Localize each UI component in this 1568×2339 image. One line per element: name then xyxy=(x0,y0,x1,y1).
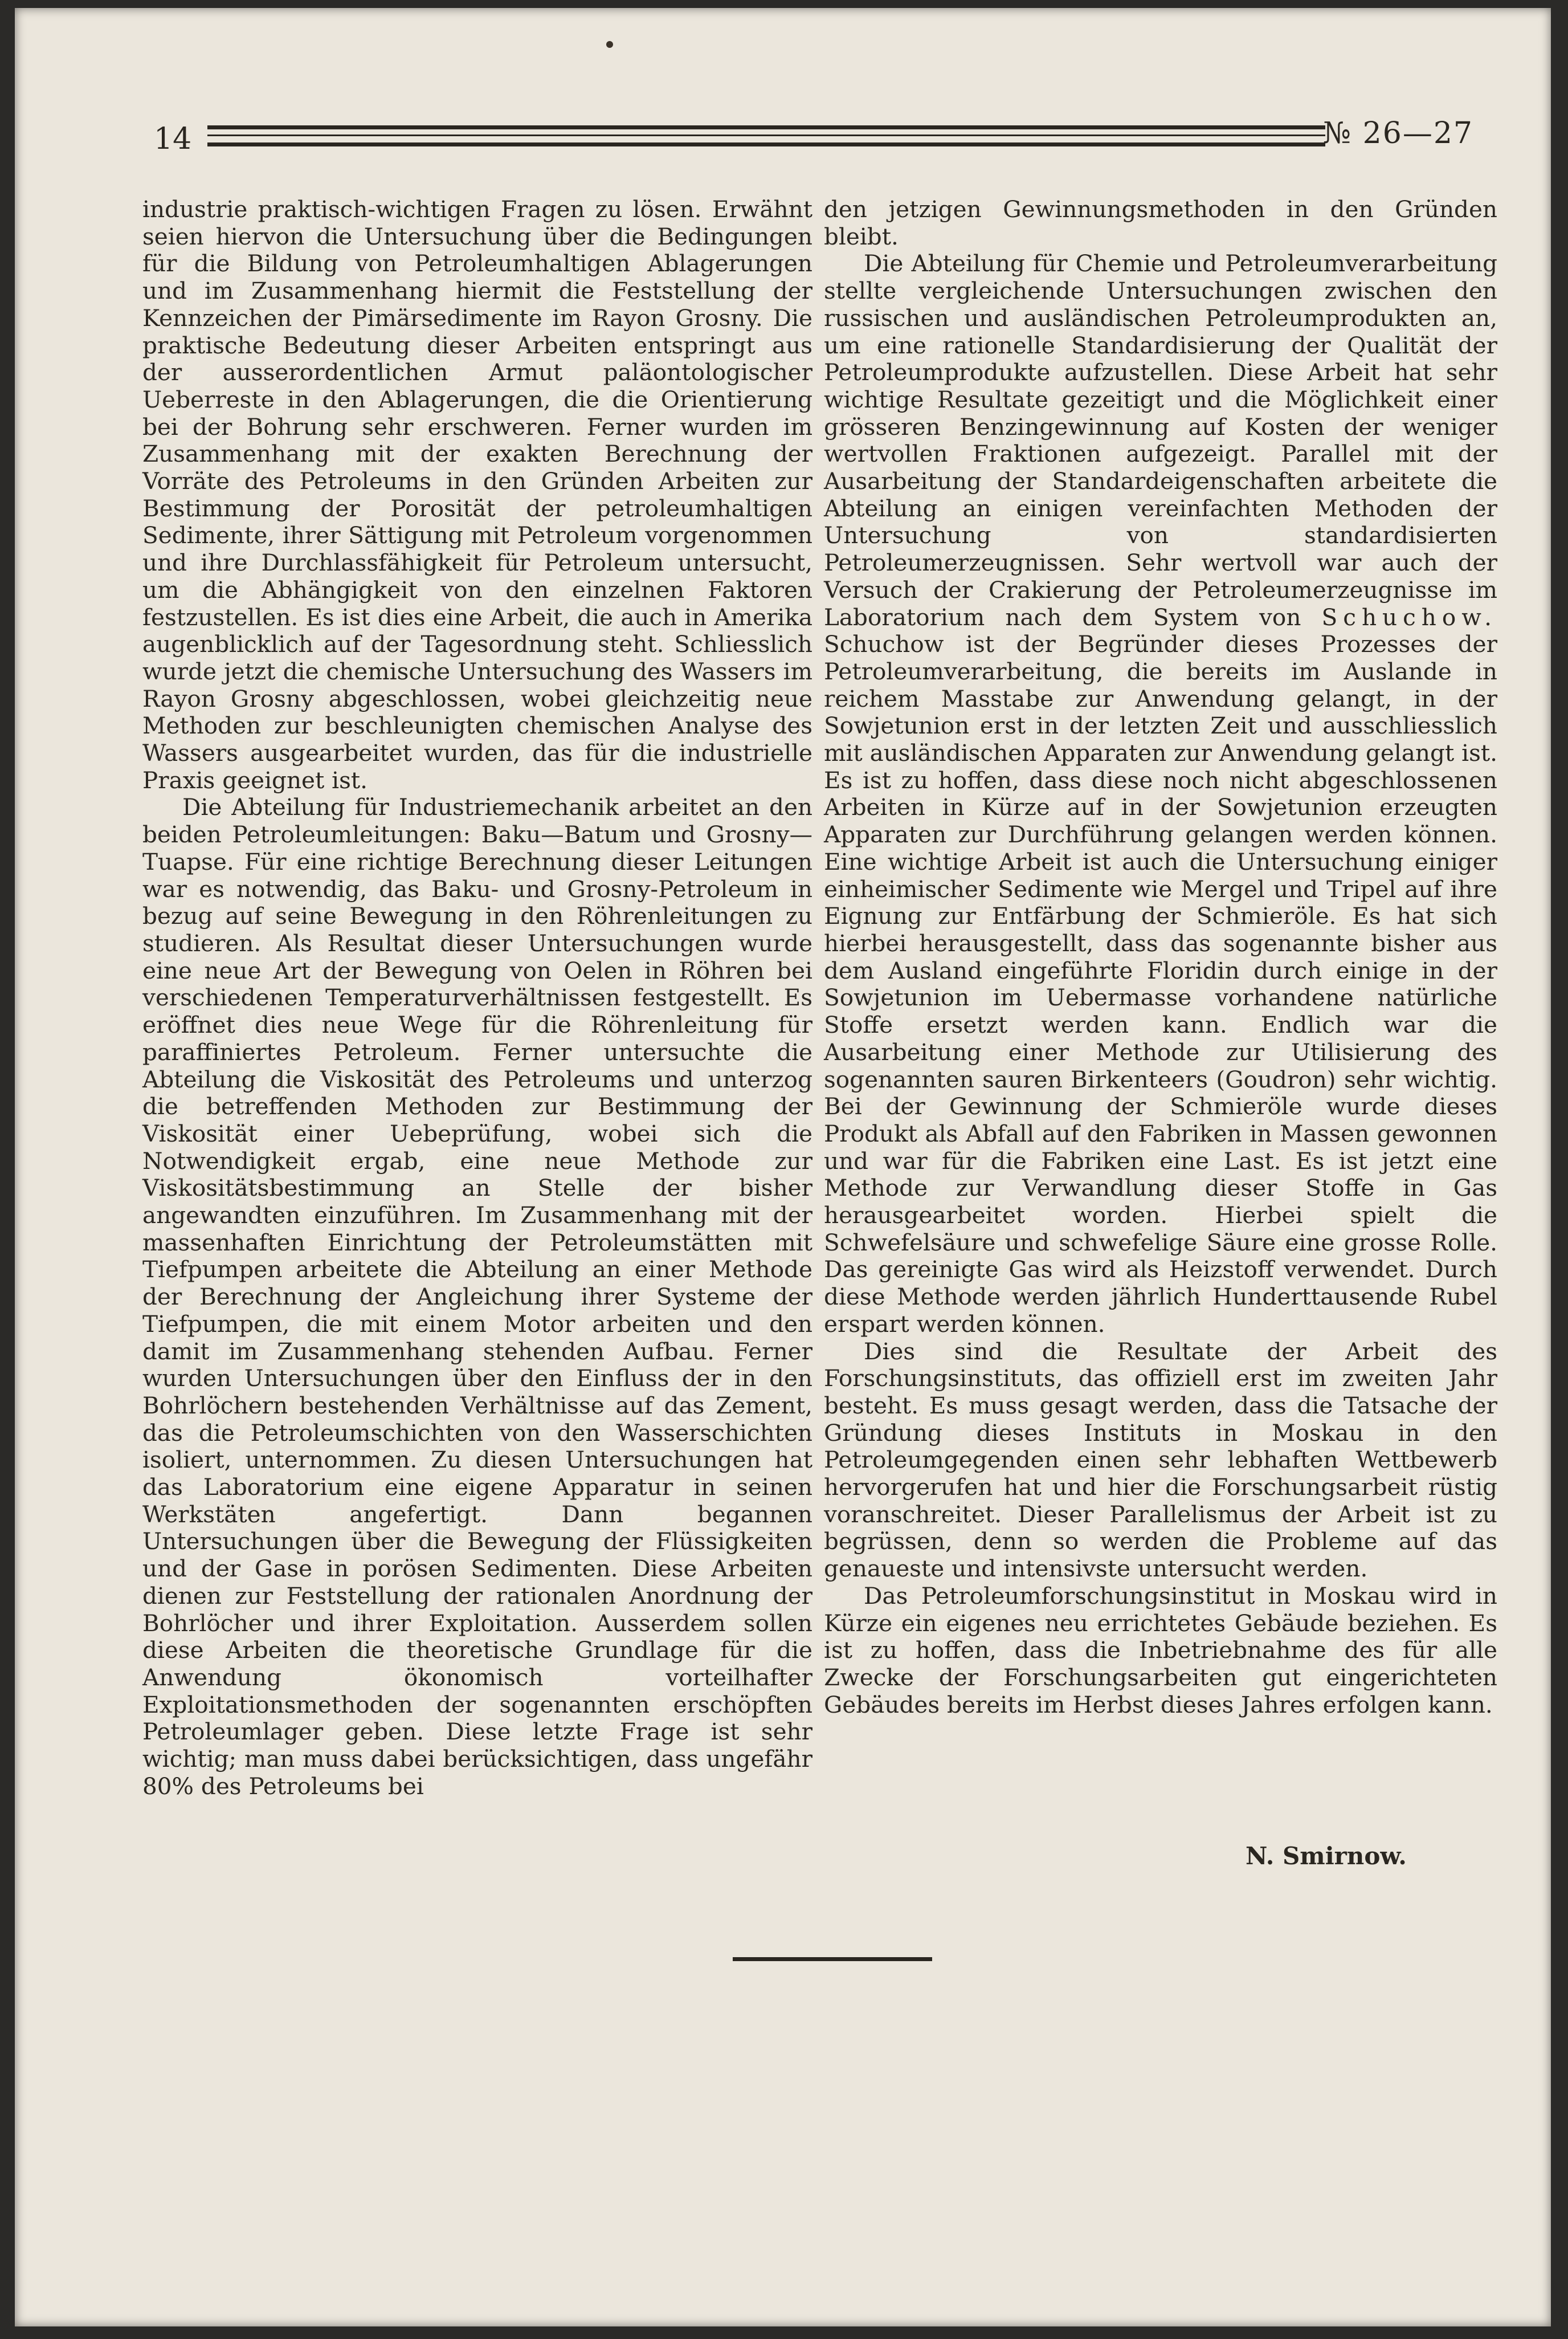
right-column xyxy=(824,196,1497,1718)
ink-speck xyxy=(606,41,613,48)
paragraph: Dies sind die Resultate der Arbeit des Forschungsinstituts, das offiziell erst im zweiten Jahr besteht. Es muss gesagt werden, dass die Tatsache der Gründung dieses Instituts in Moskau in den Petroleumgegenden einen sehr lebhaften Wettbewerb hervorgerufen hat und hier die Forschungsarbeit rüstig voranschreitet. Dieser Parallelismus der Arbeit ist zu begrüssen, denn so werden die Probleme auf das genaueste und intensivste untersucht werden. xyxy=(824,1337,1497,1583)
page-sheet xyxy=(15,8,1551,2326)
left-column xyxy=(142,196,812,1800)
paragraph: den jetzigen Gewinnungsmethoden in den Gründen bleibt. xyxy=(824,195,1497,250)
paragraph-text: Die Abteilung für Chemie und Petroleumverarbeitung stellte vergleichende Untersuchungen zwischen den russischen und ausländischen Petroleumprodukten an, um eine rationelle Standardisierung der Qualität der Petroleumprodukte aufzustellen. Diese Arbeit hat sehr wichtige Resultate gezeitigt und die Möglichkeit einer grösseren Benzingewinnung auf Kosten der weniger wertvollen Fraktionen aufgezeigt. Parallel mit der Ausarbeitung der Standardeigenschaften arbeitete die Abteilung an einigen vereinfachten Methoden der Untersuchung von standardisierten Petroleumerzeugnissen. Sehr wertvoll war auch der Versuch der Crakierung der Petroleumerzeugnisse im Laboratorium nach dem System von xyxy=(824,250,1497,631)
paragraph xyxy=(824,250,1497,1338)
header-rule xyxy=(207,125,1325,129)
page-number: 14 xyxy=(154,122,192,156)
paragraph: Das Petroleumforschungsinstitut in Moskau wird in Kürze ein eigenes neu errichtetes Gebäude beziehen. Es ist zu hoffen, dass die Inbetriebnahme des für alle Zwecke der Forschungsarbeiten gut eingerichteten Gebäudes bereits im Herbst dieses Jahres erfolgen kann. xyxy=(824,1582,1497,1718)
header-rule xyxy=(207,142,1325,146)
paragraph: industrie praktisch-wichtigen Fragen zu lösen. Erwähnt seien hiervon die Untersuchung über die Bedingungen für die Bildung von Petroleumhaltigen Ablagerungen und im Zusammenhang hiermit die Feststellung der Kennzeichen der Pimärsedimente im Rayon Grosny. Die praktische Bedeutung dieser Arbeiten entspringt aus der ausserordentlichen Armut paläontologischer Ueberreste in den Ablagerungen, die die Orientierung bei der Bohrung sehr erschweren. Ferner wurden im Zusammenhang mit der exakten Berechnung der Vorräte des Petroleums in den Gründen Arbeiten zur Bestimmung der Porosität der petroleumhaltigen Sedimente, ihrer Sättigung mit Petroleum vorgenommen und ihre Durchlassfähigkeit für Petroleum untersucht, um die Abhängigkeit von den einzelnen Faktoren festzustellen. Es ist dies eine Arbeit, die auch in Amerika augenblicklich auf der Tagesordnung steht. Schliesslich wurde jetzt die chemische Untersuchung des Wassers im Rayon Grosny abgeschlossen, wobei gleichzeitig neue Methoden zur beschleunigten chemischen Analyse des Wassers ausgearbeitet wurden, das für die industrielle Praxis geeignet ist. xyxy=(142,195,812,794)
end-rule xyxy=(733,1957,932,1961)
page-header xyxy=(140,116,1473,156)
author-signature: N. Smirnow. xyxy=(1246,1842,1407,1870)
issue-number: № 26—27 xyxy=(1322,116,1473,150)
spaced-name: Schuchow. xyxy=(1321,603,1497,631)
paragraph: Die Abteilung für Industriemechanik arbeitet an den beiden Petroleumleitungen: Baku—Batum und Grosny—Tuapse. Für eine richtige Berechnung dieser Leitungen war es notwendig, das Baku- und Grosny-Petroleum in bezug auf seine Bewegung in den Röhrenleitungen zu studieren. Als Resultat dieser Untersuchungen wurde eine neue Art der Bewegung von Oelen in Röhren bei verschiedenen Temperaturverhältnissen festgestellt. Es eröffnet dies neue Wege für die Röhrenleitung für paraffiniertes Petroleum. Ferner untersuchte die Abteilung die Viskosität des Petroleums und unterzog die betreffenden Methoden zur Bestimmung der Viskosität einer Uebeprüfung, wobei sich die Notwendigkeit ergab, eine neue Methode zur Viskositätsbestimmung an Stelle der bisher angewandten einzuführen. Im Zusammenhang mit der massenhaften Einrichtung der Petroleumstätten mit Tiefpumpen arbeitete die Abteilung an einer Methode der Berechnung der Angleichung ihrer Systeme der Tiefpumpen, die mit einem Motor arbeiten und den damit im Zusammenhang stehenden Aufbau. Ferner wurden Untersuchungen über den Einfluss der in den Bohrlöchern bestehenden Verhältnisse auf das Zement, das die Petroleumschichten von den Wasserschichten isoliert, unternommen. Zu diesen Untersuchungen hat das Laboratorium eine eigene Apparatur in seinen Werkstäten angefertigt. Dann begannen Untersuchungen über die Bewegung der Flüssigkeiten und der Gase in porösen Sedimenten. Diese Arbeiten dienen zur Feststellung der rationalen Anordnung der Bohrlöcher und ihrer Exploitation. Ausserdem sollen diese Arbeiten die theoretische Grundlage für die Anwendung ökonomisch vorteilhafter Exploitationsmethoden der sogenannten erschöpften Petroleumlager geben. Diese letzte Frage ist sehr wichtig; man muss dabei berücksichtigen, dass ungefähr 80% des Petroleums bei xyxy=(142,793,812,1800)
header-rule xyxy=(207,135,1325,136)
paragraph-text: Schuchow ist der Begründer dieses Prozesses der Petroleumverarbeitung, die bereits im Auslande in reichem Masstabe zur Anwendung gelangt, in der Sowjetunion erst in der letzten Zeit und ausschliesslich mit ausländischen Apparaten zur Anwendung gelangt ist. Es ist zu hoffen, dass diese noch nicht abgeschlossenen Arbeiten in Kürze auf in der Sowjetunion erzeugten Apparaten zur Durchführung gelangen werden können. Eine wichtige Arbeit ist auch die Untersuchung einiger einheimischer Sedimente wie Mergel und Tripel auf ihre Eignung zur Entfärbung der Schmieröle. Es hat sich hierbei herausgestellt, dass das sogenannte bisher aus dem Ausland eingeführte Floridin durch einige in der Sowjetunion im Uebermasse vorhandene natürliche Stoffe ersetzt werden kann. Endlich war die Ausarbeitung einer Methode zur Utilisierung des sogenannten sauren Birkenteers (Goudron) sehr wichtig. Bei der Gewinnung der Schmieröle wurde dieses Produkt als Abfall auf den Fabriken in Massen gewonnen und war für die Fabriken eine Last. Es ist jetzt eine Methode zur Verwandlung dieser Stoffe in Gas herausgearbeitet worden. Hierbei spielt die Schwefelsäure und schwefelige Säure eine grosse Rolle. Das gereinigte Gas wird als Heizstoff verwendet. Durch diese Methode werden jährlich Hunderttausende Rubel erspart werden können. xyxy=(824,630,1497,1338)
